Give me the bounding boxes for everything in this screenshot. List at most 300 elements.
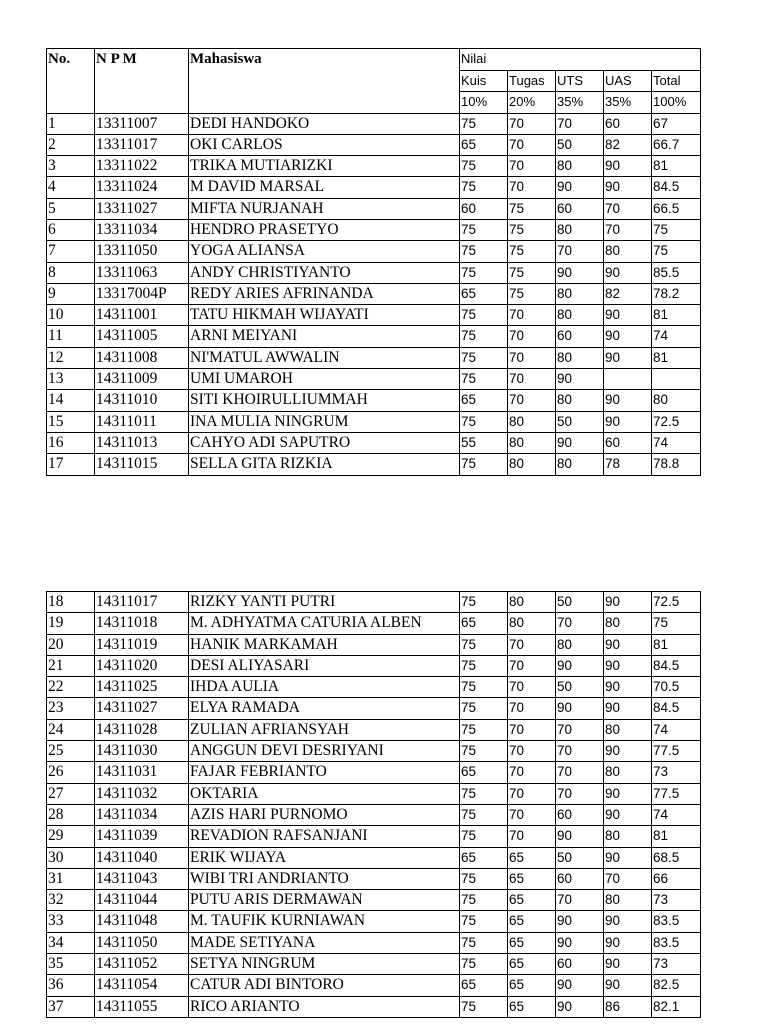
cell-total: 66.5	[652, 198, 701, 219]
cell-kuis: 75	[460, 890, 508, 911]
cell-tugas: 80	[508, 454, 556, 475]
cell-total: 75	[652, 241, 701, 262]
cell-kuis: 65	[460, 390, 508, 411]
cell-uts: 90	[556, 996, 604, 1017]
cell-total: 81	[652, 305, 701, 326]
cell-npm: 14311048	[95, 911, 189, 932]
header-kuis: Kuis	[460, 70, 508, 92]
cell-npm: 14311028	[95, 719, 189, 740]
table-row	[47, 369, 701, 390]
table-row	[47, 868, 701, 889]
cell-npm: 14311011	[95, 411, 189, 432]
cell-uts: 70	[556, 741, 604, 762]
cell-uts: 50	[556, 847, 604, 868]
cell-tugas: 70	[508, 177, 556, 198]
cell-uts: 90	[556, 432, 604, 453]
cell-kuis: 75	[460, 783, 508, 804]
cell-total: 78.8	[652, 454, 701, 475]
cell-tugas: 80	[508, 432, 556, 453]
table-row	[47, 634, 701, 655]
cell-uas: 86	[604, 996, 652, 1017]
cell-tugas: 65	[508, 996, 556, 1017]
cell-tugas: 80	[508, 592, 556, 613]
cell-total: 82.5	[652, 975, 701, 996]
cell-uas: 90	[604, 411, 652, 432]
cell-total: 81	[652, 634, 701, 655]
cell-tugas: 70	[508, 698, 556, 719]
cell-uas: 90	[604, 262, 652, 283]
cell-total: 73	[652, 954, 701, 975]
cell-tugas: 70	[508, 113, 556, 134]
cell-uas: 90	[604, 932, 652, 953]
table-row	[47, 613, 701, 634]
cell-npm: 14311001	[95, 305, 189, 326]
cell-npm: 14311010	[95, 390, 189, 411]
cell-kuis: 75	[460, 262, 508, 283]
cell-kuis: 65	[460, 134, 508, 155]
cell-uas: 80	[604, 890, 652, 911]
cell-tugas: 70	[508, 655, 556, 676]
cell-uts: 70	[556, 890, 604, 911]
cell-uas: 90	[604, 783, 652, 804]
cell-kuis: 65	[460, 762, 508, 783]
table-row	[47, 826, 701, 847]
cell-uas: 90	[604, 847, 652, 868]
cell-mahasiswa: DEDI HANDOKO	[189, 113, 460, 134]
table-row	[47, 326, 701, 347]
grades-table-1	[46, 48, 701, 476]
cell-mahasiswa: ELYA RAMADA	[189, 698, 460, 719]
cell-npm: 13311050	[95, 241, 189, 262]
cell-npm: 14311005	[95, 326, 189, 347]
cell-npm: 14311030	[95, 741, 189, 762]
cell-npm: 13311034	[95, 219, 189, 240]
table-row	[47, 156, 701, 177]
cell-no: 13	[47, 369, 95, 390]
cell-no: 8	[47, 262, 95, 283]
cell-uas: 70	[604, 198, 652, 219]
cell-no: 32	[47, 890, 95, 911]
cell-kuis: 75	[460, 326, 508, 347]
cell-no: 6	[47, 219, 95, 240]
cell-uas: 90	[604, 804, 652, 825]
header-total: Total	[652, 70, 701, 92]
cell-kuis: 75	[460, 156, 508, 177]
cell-kuis: 75	[460, 698, 508, 719]
table-row	[47, 741, 701, 762]
table-row	[47, 411, 701, 432]
cell-kuis: 75	[460, 932, 508, 953]
cell-tugas: 75	[508, 262, 556, 283]
cell-npm: 14311040	[95, 847, 189, 868]
cell-uts: 80	[556, 305, 604, 326]
cell-uas: 80	[604, 613, 652, 634]
cell-uas: 80	[604, 241, 652, 262]
cell-mahasiswa: RICO ARIANTO	[189, 996, 460, 1017]
cell-mahasiswa: WIBI TRI ANDRIANTO	[189, 868, 460, 889]
cell-total: 66.7	[652, 134, 701, 155]
table-row	[47, 592, 701, 613]
cell-uts: 60	[556, 954, 604, 975]
cell-total: 74	[652, 719, 701, 740]
cell-tugas: 70	[508, 826, 556, 847]
cell-npm: 14311015	[95, 454, 189, 475]
cell-no: 35	[47, 954, 95, 975]
cell-total: 67	[652, 113, 701, 134]
cell-npm: 14311050	[95, 932, 189, 953]
cell-kuis: 75	[460, 592, 508, 613]
table-row	[47, 954, 701, 975]
table-row	[47, 719, 701, 740]
cell-uts: 80	[556, 454, 604, 475]
header-no: No.	[47, 49, 95, 114]
cell-uas	[604, 369, 652, 390]
cell-npm: 14311017	[95, 592, 189, 613]
cell-total: 78.2	[652, 283, 701, 304]
header-nilai: Nilai	[460, 49, 701, 71]
cell-mahasiswa: OKI CARLOS	[189, 134, 460, 155]
cell-tugas: 70	[508, 634, 556, 655]
cell-total: 80	[652, 390, 701, 411]
cell-tugas: 65	[508, 932, 556, 953]
cell-no: 29	[47, 826, 95, 847]
cell-tugas: 75	[508, 219, 556, 240]
header-tugas: Tugas	[508, 70, 556, 92]
table-row	[47, 677, 701, 698]
cell-total: 83.5	[652, 911, 701, 932]
cell-uas: 90	[604, 655, 652, 676]
cell-no: 1	[47, 113, 95, 134]
cell-npm: 14311019	[95, 634, 189, 655]
cell-total: 77.5	[652, 741, 701, 762]
cell-npm: 14311025	[95, 677, 189, 698]
cell-mahasiswa: OKTARIA	[189, 783, 460, 804]
cell-tugas: 65	[508, 868, 556, 889]
cell-tugas: 70	[508, 390, 556, 411]
cell-mahasiswa: ERIK WIJAYA	[189, 847, 460, 868]
cell-no: 36	[47, 975, 95, 996]
cell-tugas: 70	[508, 369, 556, 390]
cell-uts: 60	[556, 326, 604, 347]
header-mahasiswa: Mahasiswa	[189, 49, 460, 114]
cell-total: 75	[652, 219, 701, 240]
cell-mahasiswa: YOGA ALIANSA	[189, 241, 460, 262]
cell-kuis: 75	[460, 369, 508, 390]
cell-uas: 90	[604, 634, 652, 655]
table-row	[47, 177, 701, 198]
cell-kuis: 75	[460, 241, 508, 262]
cell-kuis: 75	[460, 996, 508, 1017]
cell-tugas: 70	[508, 305, 556, 326]
cell-kuis: 55	[460, 432, 508, 453]
cell-npm: 13311007	[95, 113, 189, 134]
cell-total: 68.5	[652, 847, 701, 868]
cell-tugas: 70	[508, 762, 556, 783]
cell-mahasiswa: CATUR ADI BINTORO	[189, 975, 460, 996]
cell-tugas: 65	[508, 847, 556, 868]
cell-no: 16	[47, 432, 95, 453]
cell-total: 74	[652, 432, 701, 453]
cell-mahasiswa: SELLA GITA RIZKIA	[189, 454, 460, 475]
cell-mahasiswa: RIZKY YANTI PUTRI	[189, 592, 460, 613]
table-row	[47, 134, 701, 155]
cell-mahasiswa: M. ADHYATMA CATURIA ALBEN	[189, 613, 460, 634]
cell-npm: 13311027	[95, 198, 189, 219]
cell-total	[652, 369, 701, 390]
cell-npm: 14311013	[95, 432, 189, 453]
cell-total: 75	[652, 613, 701, 634]
cell-mahasiswa: MADE SETIYANA	[189, 932, 460, 953]
table-row	[47, 655, 701, 676]
cell-tugas: 70	[508, 804, 556, 825]
cell-npm: 14311018	[95, 613, 189, 634]
weight-uts: 35%	[556, 92, 604, 114]
cell-mahasiswa: PUTU ARIS DERMAWAN	[189, 890, 460, 911]
cell-no: 10	[47, 305, 95, 326]
cell-npm: 14311055	[95, 996, 189, 1017]
cell-no: 3	[47, 156, 95, 177]
table-row	[47, 219, 701, 240]
cell-npm: 13311063	[95, 262, 189, 283]
cell-no: 30	[47, 847, 95, 868]
cell-no: 7	[47, 241, 95, 262]
cell-uts: 70	[556, 783, 604, 804]
cell-total: 72.5	[652, 592, 701, 613]
cell-uas: 70	[604, 868, 652, 889]
cell-no: 34	[47, 932, 95, 953]
cell-uas: 60	[604, 432, 652, 453]
cell-uts: 60	[556, 198, 604, 219]
table-row	[47, 804, 701, 825]
cell-uts: 90	[556, 826, 604, 847]
cell-uts: 70	[556, 613, 604, 634]
cell-mahasiswa: ZULIAN AFRIANSYAH	[189, 719, 460, 740]
cell-mahasiswa: TATU HIKMAH WIJAYATI	[189, 305, 460, 326]
cell-mahasiswa: MIFTA NURJANAH	[189, 198, 460, 219]
cell-npm: 14311034	[95, 804, 189, 825]
cell-uas: 80	[604, 719, 652, 740]
cell-kuis: 60	[460, 198, 508, 219]
cell-no: 19	[47, 613, 95, 634]
weight-uas: 35%	[604, 92, 652, 114]
cell-no: 18	[47, 592, 95, 613]
table-row	[47, 454, 701, 475]
cell-tugas: 65	[508, 954, 556, 975]
cell-kuis: 75	[460, 113, 508, 134]
cell-kuis: 75	[460, 219, 508, 240]
cell-kuis: 75	[460, 634, 508, 655]
table-row	[47, 783, 701, 804]
cell-uts: 70	[556, 241, 604, 262]
cell-uts: 80	[556, 347, 604, 368]
cell-uts: 70	[556, 113, 604, 134]
cell-kuis: 75	[460, 655, 508, 676]
cell-no: 26	[47, 762, 95, 783]
cell-uas: 90	[604, 390, 652, 411]
cell-npm: 14311020	[95, 655, 189, 676]
cell-npm: 13311024	[95, 177, 189, 198]
cell-total: 82.1	[652, 996, 701, 1017]
cell-tugas: 75	[508, 241, 556, 262]
cell-kuis: 65	[460, 283, 508, 304]
cell-uas: 90	[604, 347, 652, 368]
cell-tugas: 70	[508, 719, 556, 740]
cell-uts: 90	[556, 975, 604, 996]
weight-tugas: 20%	[508, 92, 556, 114]
cell-total: 72.5	[652, 411, 701, 432]
cell-no: 4	[47, 177, 95, 198]
cell-kuis: 75	[460, 177, 508, 198]
cell-uts: 90	[556, 911, 604, 932]
cell-npm: 14311032	[95, 783, 189, 804]
table-row	[47, 262, 701, 283]
cell-uas: 90	[604, 741, 652, 762]
cell-kuis: 75	[460, 954, 508, 975]
cell-uts: 60	[556, 804, 604, 825]
cell-mahasiswa: IHDA AULIA	[189, 677, 460, 698]
table-row	[47, 432, 701, 453]
cell-npm: 14311044	[95, 890, 189, 911]
cell-total: 77.5	[652, 783, 701, 804]
cell-no: 15	[47, 411, 95, 432]
cell-uts: 50	[556, 677, 604, 698]
cell-kuis: 65	[460, 847, 508, 868]
cell-tugas: 75	[508, 198, 556, 219]
cell-kuis: 75	[460, 719, 508, 740]
cell-mahasiswa: M. TAUFIK KURNIAWAN	[189, 911, 460, 932]
cell-uts: 90	[556, 369, 604, 390]
cell-no: 25	[47, 741, 95, 762]
cell-uas: 90	[604, 975, 652, 996]
cell-mahasiswa: SITI KHOIRULLIUMMAH	[189, 390, 460, 411]
cell-no: 21	[47, 655, 95, 676]
cell-npm: 14311008	[95, 347, 189, 368]
weight-total: 100%	[652, 92, 701, 114]
cell-kuis: 75	[460, 741, 508, 762]
cell-no: 23	[47, 698, 95, 719]
cell-mahasiswa: UMI UMAROH	[189, 369, 460, 390]
cell-no: 37	[47, 996, 95, 1017]
cell-uts: 70	[556, 762, 604, 783]
cell-tugas: 80	[508, 411, 556, 432]
table-row	[47, 698, 701, 719]
cell-no: 5	[47, 198, 95, 219]
cell-total: 74	[652, 804, 701, 825]
cell-no: 22	[47, 677, 95, 698]
cell-uas: 90	[604, 911, 652, 932]
cell-mahasiswa: HANIK MARKAMAH	[189, 634, 460, 655]
cell-tugas: 70	[508, 347, 556, 368]
cell-total: 74	[652, 326, 701, 347]
cell-npm: 14311027	[95, 698, 189, 719]
table-row	[47, 390, 701, 411]
cell-no: 20	[47, 634, 95, 655]
table-1-body	[47, 113, 701, 475]
weight-kuis: 10%	[460, 92, 508, 114]
cell-uts: 60	[556, 868, 604, 889]
table-row	[47, 911, 701, 932]
cell-kuis: 75	[460, 347, 508, 368]
cell-no: 31	[47, 868, 95, 889]
cell-total: 85.5	[652, 262, 701, 283]
cell-tugas: 70	[508, 783, 556, 804]
cell-total: 73	[652, 762, 701, 783]
cell-no: 11	[47, 326, 95, 347]
cell-no: 28	[47, 804, 95, 825]
cell-mahasiswa: SETYA NINGRUM	[189, 954, 460, 975]
table-2-body	[47, 592, 701, 1018]
cell-uas: 80	[604, 762, 652, 783]
cell-uas: 90	[604, 592, 652, 613]
cell-total: 84.5	[652, 655, 701, 676]
header-npm: N P M	[95, 49, 189, 114]
cell-tugas: 70	[508, 326, 556, 347]
cell-npm: 14311031	[95, 762, 189, 783]
cell-no: 9	[47, 283, 95, 304]
cell-mahasiswa: ANDY CHRISTIYANTO	[189, 262, 460, 283]
cell-total: 81	[652, 826, 701, 847]
cell-mahasiswa: ARNI MEIYANI	[189, 326, 460, 347]
cell-uts: 90	[556, 177, 604, 198]
cell-uas: 90	[604, 156, 652, 177]
cell-no: 33	[47, 911, 95, 932]
cell-uas: 78	[604, 454, 652, 475]
cell-no: 2	[47, 134, 95, 155]
cell-uas: 90	[604, 305, 652, 326]
cell-no: 12	[47, 347, 95, 368]
cell-uas: 80	[604, 826, 652, 847]
cell-total: 84.5	[652, 177, 701, 198]
cell-total: 70.5	[652, 677, 701, 698]
table-row	[47, 241, 701, 262]
cell-tugas: 65	[508, 911, 556, 932]
cell-uas: 82	[604, 134, 652, 155]
cell-tugas: 80	[508, 613, 556, 634]
cell-tugas: 75	[508, 283, 556, 304]
grades-table-2	[46, 591, 701, 1018]
header-uas: UAS	[604, 70, 652, 92]
cell-total: 81	[652, 347, 701, 368]
cell-total: 81	[652, 156, 701, 177]
cell-uts: 50	[556, 134, 604, 155]
cell-uts: 50	[556, 411, 604, 432]
cell-mahasiswa: HENDRO PRASETYO	[189, 219, 460, 240]
cell-uas: 90	[604, 698, 652, 719]
cell-tugas: 70	[508, 134, 556, 155]
cell-kuis: 75	[460, 454, 508, 475]
cell-npm: 14311039	[95, 826, 189, 847]
cell-npm: 14311054	[95, 975, 189, 996]
cell-tugas: 65	[508, 890, 556, 911]
cell-mahasiswa: ANGGUN DEVI DESRIYANI	[189, 741, 460, 762]
cell-uts: 80	[556, 390, 604, 411]
cell-kuis: 75	[460, 804, 508, 825]
cell-uts: 80	[556, 283, 604, 304]
table-row	[47, 762, 701, 783]
cell-uts: 90	[556, 932, 604, 953]
cell-no: 14	[47, 390, 95, 411]
cell-uts: 90	[556, 698, 604, 719]
cell-mahasiswa: M DAVID MARSAL	[189, 177, 460, 198]
table-row	[47, 932, 701, 953]
cell-kuis: 75	[460, 677, 508, 698]
cell-kuis: 75	[460, 868, 508, 889]
cell-kuis: 75	[460, 411, 508, 432]
cell-total: 84.5	[652, 698, 701, 719]
cell-tugas: 70	[508, 677, 556, 698]
cell-npm: 13317004P	[95, 283, 189, 304]
header-row	[47, 49, 701, 71]
